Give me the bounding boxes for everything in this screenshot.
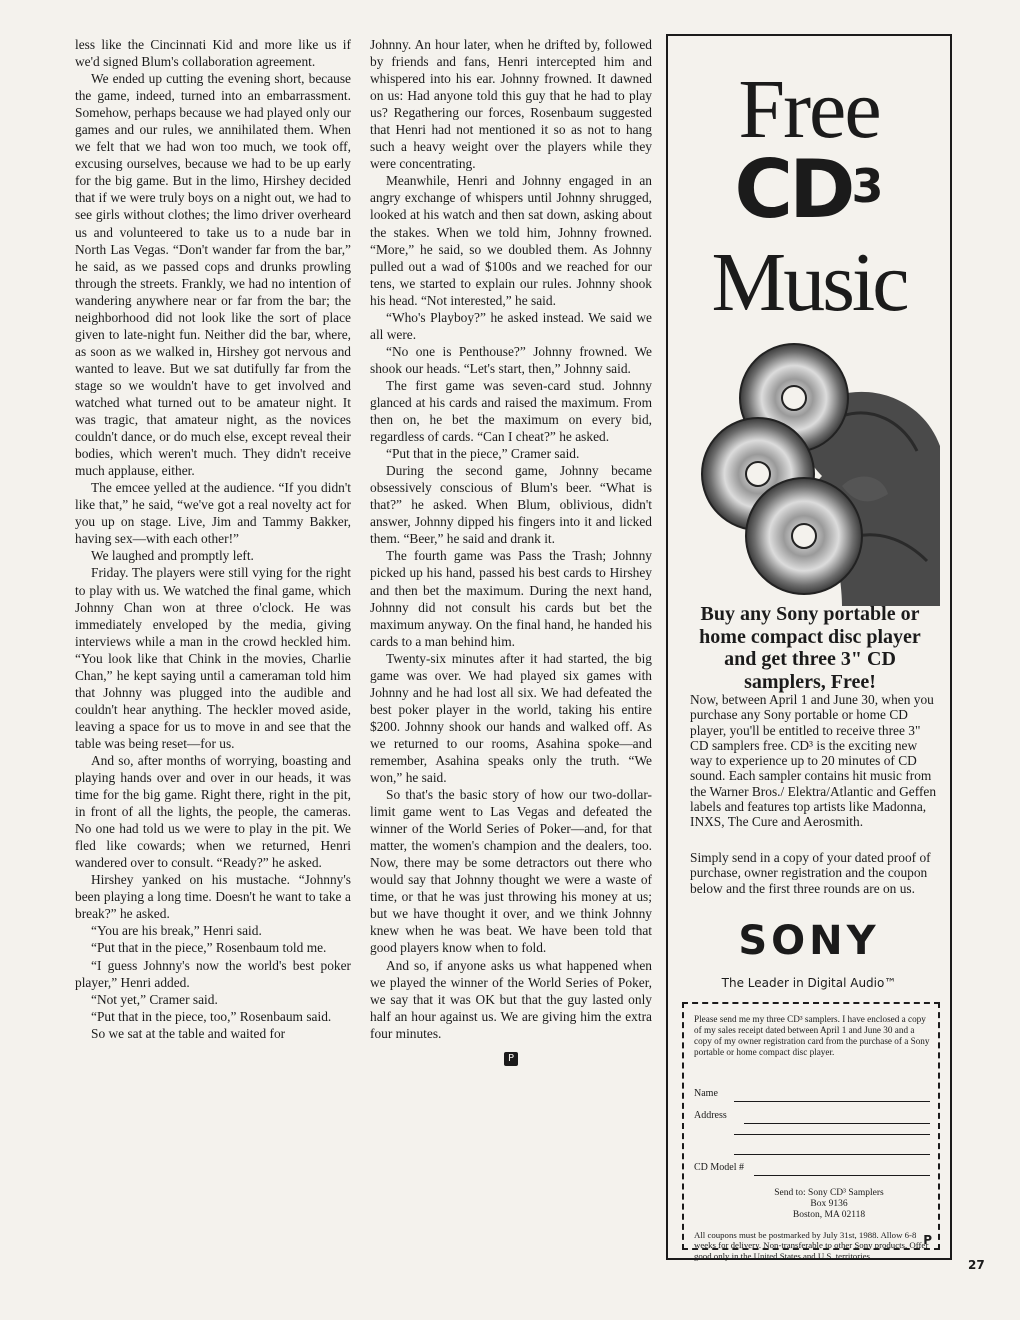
- coupon-city: Boston, MA 02118: [792, 1210, 866, 1220]
- paragraph: “Put that in the piece,” Cramer said.: [386, 446, 580, 462]
- mail-in-coupon: [682, 1002, 940, 1261]
- paragraph: The first game was seven-card stud. Johnny glanced at his cards and raised the maximum. From then on, he bet the maximum on every bid, regardless of cards. “Can I cheat?” he asked.: [370, 377, 652, 445]
- coupon-cd-model-label: CD Model #: [694, 1162, 744, 1173]
- coupon-fine-print: All coupons must be postmarked by July 31st, 1988. Allow 6-8 weeks for delivery. Non-transferable to other Sony products. Offer good only in the United States and U.S. territories.: [694, 1230, 929, 1261]
- paragraph: And so, if anyone asks us what happened when we played the winner of the World Series of Poker, we say that it was OK but that the guy lasted only half an hour against us. We are giving him the extra four minutes.: [370, 957, 652, 1041]
- ad-cd-superscript: 3: [851, 159, 884, 213]
- article-column-1: [75, 36, 351, 1042]
- sony-tagline: The Leader in Digital Audio™: [721, 976, 897, 990]
- ad-cd-text: CD: [734, 143, 852, 236]
- paragraph: “Who's Playboy?” he asked instead. We said we all were.: [370, 309, 652, 342]
- ad-offer-headline: Buy any Sony portable or home compact disc player and get three 3" CD samplers, Free!: [699, 603, 921, 693]
- coupon-send-to: Send to: Sony CD³ Samplers: [774, 1188, 884, 1198]
- paragraph: We ended up cutting the evening short, because the game, indeed, turned into an embarrassment. Somehow, perhaps because we had played only our games and our rules, we annihilated them. When we felt that we had won too much, we took off, excusing ourselves, because we had to be up early for the big game. But in the limo, Hirshey decided that if we were truly boys on a night out, we had to see girls without clothes; the limo driver overheard us and volunteered to take us to a nude bar in North Las Vegas. “Don't wander far from the bar,” he said, as we passed cops and drunks prowling through the streets. Frankly, we had no intention of wandering anywhere near or far from the bar; the neighborhood did not look like the sort of place given to late-night fun. Neither did the bar, where, as soon as we walked in, Hirshey got nervous and wanted to leave. But we sat dutifully far from the stage so we wouldn't have to get involved and watched what turned out to be amateur night. It was tragic, that amateur night, as the novices couldn't dance, or do much else, except reveal their bodies, which weren't much. They didn't receive much applause, either.: [75, 71, 351, 479]
- coupon-address-line-2: [734, 1134, 930, 1135]
- ad-body-copy: Now, between April 1 and June 30, when you purchase any Sony portable or home CD player, you'll be entitled to receive three 3" CD samplers free. CD³ is the exciting new way to experience up to 20 minutes of CD sound. Each sampler contains hit music from the Warner Bros./ Elektra/Atlantic and Geffen labels and features top artists like Madonna, INXS, The Cure and Aerosmith.: [690, 692, 937, 830]
- paragraph: So that's the basic story of how our two-dollar-limit game went to Las Vegas and defeated the winner of the World Series of Poker—and, for that matter, the women's champion and the dealers, too. Now, there may be some detractors out there who would say that Johnny thought we were a waste of time, or that he was just throwing his money at us; but we have thought it over, and we think Johnny knew when he was beat. We have been told that good players know when to fold.: [370, 787, 652, 956]
- coupon-cd-model-field[interactable]: [694, 1162, 930, 1176]
- coupon-cd-model-line: [754, 1175, 930, 1176]
- paragraph: “No one is Penthouse?” Johnny frowned. We shook our heads. “Let's start, then,” Johnny said.: [370, 343, 652, 376]
- ad-send-copy: Simply send in a copy of your dated proof of purchase, owner registration and the coupon below and the first three rounds are on us.: [690, 850, 931, 896]
- paragraph: less like the Cincinnati Kid and more like us if we'd signed Blum's collaboration agreement.: [75, 37, 351, 70]
- paragraph: Johnny. An hour later, when he drifted by, followed by friends and fans, Henri intercepted him and whispered into his ear. Johnny frowned. It dawned on us: Had anyone told this guy that he had to play us? Regathering our forces, Rosenbaum suggested that Henri had not mentioned it so as not to hang such a heavy weight over the players while they were concentrating.: [370, 37, 652, 172]
- coupon-name-field[interactable]: [694, 1088, 930, 1102]
- ad-headline-free: Free: [738, 63, 880, 156]
- playboy-end-mark-icon: P: [504, 1052, 518, 1066]
- paragraph: “You are his break,” Henri said.: [91, 923, 262, 939]
- paragraph: Hirshey yanked on his mustache. “Johnny's been playing a long time. Doesn't he want to take a break?” he asked.: [75, 872, 351, 922]
- paragraph: “Not yet,” Cramer said.: [91, 991, 218, 1007]
- sony-logo: SONY: [738, 918, 880, 964]
- ad-headline-cd: [668, 143, 950, 236]
- ad-headline-music: Music: [711, 236, 907, 329]
- paragraph: Twenty-six minutes after it had started, the big game was over. We had played six games with Johnny and he had lost all six. We had defeated the best poker player in the world, taking his entire $200. Johnny shook our hands and walked off. As we returned to our rooms, Asahina spoke—and remember, Asahina speaks only the truth. “We won,” he said.: [370, 650, 652, 786]
- paragraph: So we sat at the table and waited for: [91, 1025, 286, 1041]
- paragraph: The fourth game was Pass the Trash; Johnny picked up his hand, passed his best cards to Hirshey and then bet the maximum. During the next hand, Johnny did not consult his cards but bet the maximum anyway. On the final hand, he handed his cards to a man behind him.: [370, 548, 652, 649]
- coupon-address-line-3: [734, 1154, 930, 1155]
- paragraph: Friday. The players were still vying for the right to play with us. We watched the final game, which Johnny Chan won at three o'clock. He was immediately enveloped by the media, giving interviews while a man in the crowd heckled him. “You look like that Chink in the movies, Charlie Chan,” he kept saying until a cameraman told him that Johnny was plugged into the audible and couldn't hear anything. The heckler moved aside, leaving a space for us to move in and see that the table was being reset—for us.: [75, 565, 351, 751]
- paragraph: “Put that in the piece,” Rosenbaum told me.: [91, 940, 327, 956]
- coupon-code: P: [923, 1233, 932, 1247]
- paragraph: Meanwhile, Henri and Johnny engaged in an angry exchange of whispers until Johnny shrugged, looked at his watch and then sat down, asking about the stakes. When we told him, Johnny frowned. “More,” he said, so we doubled them. As Johnny pulled out a wad of $100s and we reached for our tens, we started to explain our rules. Johnny shook his head. “Not interested,” he said.: [370, 173, 652, 308]
- paragraph: “Put that in the piece, too,” Rosenbaum said.: [91, 1008, 332, 1024]
- paragraph: And so, after months of worrying, boasting and playing hands over and over in our heads, it was time for the big game. Right there, right in the pit, in front of all the lights, the people, the cameras. No one had told us we were to play in the pit. We fled like cowards; when we returned, Henri wandered over to consult. “Ready?” he asked.: [75, 752, 351, 871]
- paragraph: The emcee yelled at the audience. “If you didn't like that,” he said, “we've got a real novelty act for you up on stage. Live, Jim and Tammy Bakker, having sex—with each other!”: [75, 480, 351, 547]
- page-number: 27: [968, 1258, 985, 1272]
- coupon-text: Please send me my three CD³ samplers. I have enclosed a copy of my sales receipt dated between April 1 and June 30 and a copy of my owner registration card from the purchase of a Sony portable or home compact disc player.: [694, 1014, 930, 1057]
- article-column-2: [370, 36, 652, 1066]
- coupon-mailing-address: [744, 1188, 914, 1221]
- coupon-box: Box 9136: [810, 1199, 848, 1209]
- coupon-name-line: [734, 1101, 930, 1102]
- coupon-name-label: Name: [694, 1088, 718, 1099]
- coupon-address-label: Address: [694, 1110, 727, 1121]
- paragraph: “I guess Johnny's now the world's best poker player,” Henri added.: [75, 957, 351, 990]
- sony-advertisement: [666, 34, 952, 1260]
- hand-holding-cds-icon: [692, 336, 942, 606]
- coupon-address-field[interactable]: [694, 1110, 930, 1124]
- paragraph: We laughed and promptly left.: [91, 548, 254, 564]
- paragraph: During the second game, Johnny became obsessively conscious of Blum's beer. “What is that?” he asked. When Blum, oblivious, didn't answer, Johnny dipped his fingers into it and licked them. “Beer,” he said and drank it.: [370, 463, 652, 547]
- coupon-address-line: [744, 1123, 930, 1124]
